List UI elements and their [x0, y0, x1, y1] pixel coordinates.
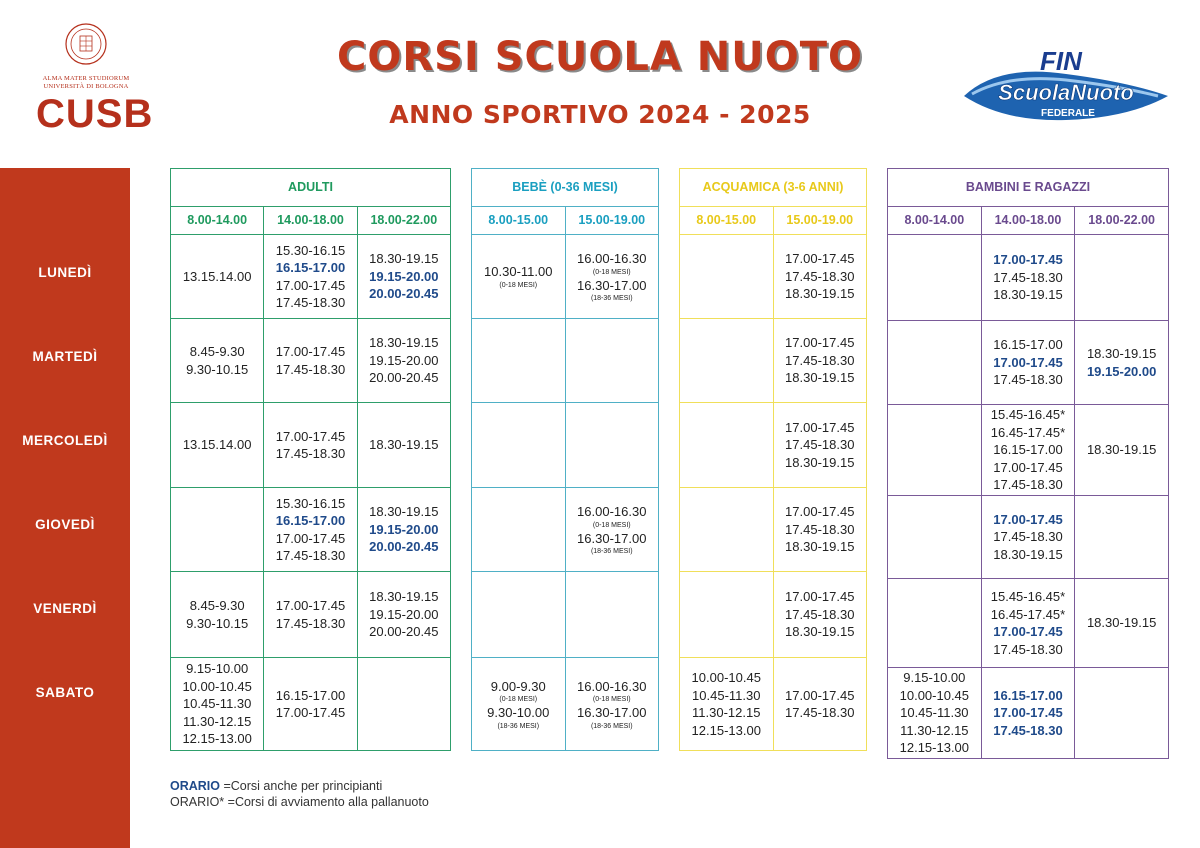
time-slot: 17.45-18.30 — [275, 295, 346, 310]
time-slot: 16.30-17.00 — [577, 277, 647, 293]
table-row — [888, 321, 1169, 405]
table-title: BEBÈ (0-36 MESI) — [472, 169, 659, 207]
table-row — [888, 496, 1169, 579]
legend-line-1 — [170, 778, 429, 794]
time-slot: 18.30-19.15 — [785, 286, 855, 302]
schedule-cell — [773, 572, 867, 658]
time-slot: 9.15-10.00 — [186, 661, 249, 677]
time-slot: 17.45-18.30 — [785, 352, 855, 368]
table-row — [888, 235, 1169, 321]
time-slot: 18.30-19.15 — [1086, 442, 1157, 458]
time-slot-header: 14.00-18.00 — [264, 207, 357, 235]
time-slot: 13.15.14.00 — [182, 268, 252, 284]
schedule-cell — [357, 403, 450, 488]
schedule-cell — [357, 235, 450, 319]
time-slot: 18.30-19.15 — [785, 454, 855, 470]
seal-line-1: ALMA MATER STUDIORUM — [42, 75, 130, 82]
time-slot: 18.30-19.15 — [785, 624, 855, 640]
time-slot: 17.45-18.30 — [785, 268, 855, 284]
schedule-cell — [888, 668, 982, 759]
time-slot-header: 8.00-14.00 — [888, 207, 982, 235]
time-slot-header: 14.00-18.00 — [981, 207, 1075, 235]
age-range-note: (0-18 MESI) — [592, 268, 631, 276]
time-slot: 11.30-12.15 — [692, 705, 761, 720]
time-slot: 9.00-9.30 — [490, 678, 546, 694]
day-label: MARTEDÌ — [32, 349, 98, 364]
time-slot: 12.15-13.00 — [691, 722, 761, 738]
time-slot: 17.00-17.45 — [785, 251, 855, 267]
scuola-nuoto-text: ScuolaNuoto — [998, 80, 1134, 105]
schedule-cell — [888, 235, 982, 321]
page-title: CORSI SCUOLA NUOTO — [336, 34, 864, 80]
table-row — [472, 403, 659, 488]
time-slot: 19.15-20.00 — [369, 268, 439, 284]
time-slot: 17.00-17.45 — [785, 419, 855, 435]
table-row — [171, 319, 451, 403]
schedule-cell — [472, 488, 566, 572]
schedule-cell — [565, 403, 659, 488]
table-title: ADULTI — [171, 169, 451, 207]
time-slot: 16.30-17.00 — [577, 530, 647, 546]
table-row — [888, 668, 1169, 759]
schedule-cell — [472, 319, 566, 403]
schedule-cell — [981, 321, 1075, 405]
time-slot: 20.00-20.45 — [369, 286, 439, 302]
time-slot: 15.45-16.45* — [990, 589, 1066, 604]
table-row — [888, 579, 1169, 668]
day-label: VENERDÌ — [33, 601, 97, 616]
time-slot: 18.30-19.15 — [1086, 346, 1157, 361]
schedule-cell — [773, 235, 867, 319]
schedule-cell — [264, 488, 357, 572]
schedule-cell — [1075, 496, 1169, 579]
time-slot: 13.15.14.00 — [182, 437, 252, 453]
schedule-cell — [680, 403, 774, 488]
table-title: BAMBINI E RAGAZZI — [888, 169, 1169, 207]
time-slot: 19.15-20.00 — [369, 352, 439, 368]
time-slot: 18.30-19.15 — [993, 546, 1063, 562]
time-slot: 18.30-19.15 — [1086, 615, 1157, 631]
table-row — [472, 658, 659, 751]
legend-line-2: ORARIO* =Corsi di avviamento alla pallanuoto — [170, 795, 429, 809]
time-slot: 17.45-18.30 — [785, 521, 855, 537]
time-slot: 16.00-16.30 — [577, 504, 647, 519]
schedule-cell — [773, 658, 867, 751]
time-slot: 17.45-18.30 — [993, 269, 1063, 285]
time-slot: 17.00-17.45 — [785, 589, 855, 605]
time-slot: 16.15-17.00 — [275, 687, 346, 703]
time-slot: 17.00-17.45 — [993, 252, 1063, 268]
time-slot: 17.00-17.45 — [275, 428, 346, 444]
time-slot: 20.00-20.45 — [369, 539, 439, 555]
time-slot: 17.45-18.30 — [275, 361, 346, 377]
schedule-cell — [981, 496, 1075, 579]
table-row — [472, 319, 659, 403]
time-slot: 17.00-17.45 — [993, 705, 1063, 721]
time-slot: 12.15-13.00 — [182, 731, 252, 747]
day-label: MERCOLEDÌ — [22, 433, 108, 448]
table-row — [171, 403, 451, 488]
table-row — [680, 319, 867, 403]
time-slot: 20.00-20.45 — [369, 624, 439, 640]
schedule-cell — [565, 235, 659, 319]
time-slot: 18.30-19.15 — [369, 589, 439, 605]
table-row — [171, 658, 451, 751]
schedule-cell — [472, 235, 566, 319]
schedule-cell — [773, 488, 867, 572]
time-slot: 11.30-12.15 — [182, 713, 252, 729]
time-slot: 20.00-20.45 — [369, 370, 439, 386]
time-slot-header: 15.00-19.00 — [773, 207, 867, 235]
table-title: ACQUAMICA (3-6 ANNI) — [680, 169, 867, 207]
schedule-cell — [472, 658, 566, 751]
time-slot: 10.00-10.45 — [182, 678, 252, 694]
table-row — [680, 572, 867, 658]
time-slot: 10.00-10.45 — [899, 687, 970, 703]
time-slot: 18.30-19.15 — [785, 370, 855, 386]
page-subtitle: ANNO SPORTIVO 2024 - 2025 — [389, 100, 811, 129]
university-seal-icon — [64, 22, 108, 66]
time-slot: 18.30-19.15 — [369, 251, 439, 267]
time-slot: 10.45-11.30 — [900, 705, 969, 721]
legend-text-1: =Corsi anche per principianti — [220, 779, 383, 793]
time-slot-header: 15.00-19.00 — [565, 207, 659, 235]
schedule-cell — [1075, 235, 1169, 321]
time-slot: 18.30-19.15 — [369, 335, 439, 351]
table-row — [171, 488, 451, 572]
age-range-note: (0-18 MESI) — [592, 521, 631, 529]
schedule-cell — [773, 403, 867, 488]
time-slot: 18.30-19.15 — [369, 437, 439, 453]
schedule-cell — [680, 572, 774, 658]
time-slot: 8.45-9.30 — [189, 344, 245, 359]
schedule-cell — [357, 488, 450, 572]
time-slot: 10.00-10.45 — [691, 670, 761, 685]
acquamica-schedule-table — [679, 168, 867, 751]
time-slot: 16.15-17.00 — [993, 337, 1063, 353]
cusb-name: CUSB — [36, 92, 154, 136]
schedule-cell — [888, 321, 982, 405]
schedule-cell — [888, 496, 982, 579]
time-slot: 17.00-17.45 — [993, 354, 1063, 370]
table-row — [171, 235, 451, 319]
schedule-cell — [472, 403, 566, 488]
time-slot: 15.30-16.15 — [275, 242, 346, 258]
day-label: LUNEDÌ — [38, 265, 92, 280]
time-slot: 16.15-17.00 — [993, 442, 1063, 458]
schedule-cell — [1075, 321, 1169, 405]
age-range-note: (0-18 MESI) — [499, 281, 538, 289]
time-slot: 17.00-17.45 — [275, 277, 346, 293]
age-range-note: (0-18 MESI) — [499, 696, 538, 703]
time-slot: 10.45-11.30 — [182, 696, 252, 712]
time-slot: 17.00-17.45 — [275, 705, 346, 720]
bebe-schedule-table — [471, 168, 659, 751]
time-slot: 9.30-10.15 — [186, 361, 249, 377]
table-row — [472, 235, 659, 319]
schedule-cell — [357, 572, 450, 658]
schedule-cell — [264, 403, 357, 488]
schedule-cell — [264, 235, 357, 319]
time-slot: 15.30-16.15 — [275, 495, 346, 511]
age-range-note: (18-36 MESI) — [590, 548, 633, 555]
time-slot: 10.30-11.00 — [484, 264, 553, 280]
time-slot: 17.45-18.30 — [993, 372, 1063, 388]
schedule-cell — [264, 658, 357, 751]
day-label: GIOVEDÌ — [35, 517, 95, 532]
time-slot: 9.30-10.15 — [186, 615, 249, 631]
schedule-cell — [171, 235, 264, 319]
table-row — [171, 572, 451, 658]
schedule-cell — [472, 572, 566, 658]
schedule-cell — [1075, 668, 1169, 759]
time-slot: 19.15-20.00 — [369, 521, 439, 537]
time-slot: 17.00-17.45 — [785, 504, 855, 520]
legend — [170, 778, 429, 810]
schedule-cell — [357, 658, 450, 751]
schedule-cell — [680, 658, 774, 751]
time-slot: 17.45-18.30 — [785, 606, 855, 622]
seal-line-2: UNIVERSITÀ DI BOLOGNA — [43, 83, 129, 90]
time-slot: 17.00-17.45 — [275, 530, 346, 546]
time-slot-header: 8.00-14.00 — [171, 207, 264, 235]
time-slot: 16.30-17.00 — [577, 705, 647, 720]
schedule-cell — [565, 658, 659, 751]
table-row — [680, 235, 867, 319]
time-slot: 16.00-16.30 — [577, 678, 647, 694]
time-slot: 15.45-16.45* — [990, 407, 1066, 423]
schedule-cell — [773, 319, 867, 403]
table-row — [680, 488, 867, 572]
schedule-cell — [357, 319, 450, 403]
time-slot: 16.15-17.00 — [275, 513, 346, 528]
fin-text: FIN — [1040, 46, 1082, 76]
time-slot: 17.00-17.45 — [275, 344, 346, 359]
schedule-cell — [1075, 579, 1169, 668]
schedule-cell — [981, 235, 1075, 321]
time-slot: 17.00-17.45 — [785, 687, 855, 703]
time-slot: 10.45-11.30 — [692, 687, 761, 703]
time-slot: 16.15-17.00 — [275, 260, 346, 275]
time-slot: 19.15-20.00 — [369, 606, 439, 622]
time-slot: 17.45-18.30 — [275, 615, 346, 631]
time-slot: 17.45-18.30 — [275, 548, 346, 563]
time-slot: 11.30-12.15 — [900, 722, 969, 738]
schedule-cell — [680, 235, 774, 319]
fin-scuola-nuoto-logo — [958, 44, 1174, 130]
schedule-cell — [171, 319, 264, 403]
legend-key: ORARIO — [170, 779, 220, 793]
schedule-cell — [680, 488, 774, 572]
age-range-note: (18-36 MESI) — [590, 295, 633, 302]
time-slot-header: 18.00-22.00 — [1075, 207, 1169, 235]
time-slot: 18.30-19.15 — [785, 539, 855, 555]
time-slot: 17.45-18.30 — [993, 722, 1063, 738]
table-row — [680, 658, 867, 751]
adulti-schedule-table — [170, 168, 451, 751]
time-slot: 17.45-18.30 — [993, 477, 1063, 493]
time-slot: 9.15-10.00 — [903, 670, 966, 686]
time-slot: 16.15-17.00 — [993, 687, 1063, 703]
schedule-cell — [565, 319, 659, 403]
bambini-ragazzi-schedule-table — [887, 168, 1169, 759]
time-slot: 17.00-17.45 — [993, 459, 1063, 475]
schedule-cell — [981, 668, 1075, 759]
table-row — [472, 488, 659, 572]
schedule-cell — [680, 319, 774, 403]
time-slot: 16.00-16.30 — [577, 251, 647, 266]
time-slot: 19.15-20.00 — [1086, 363, 1157, 379]
time-slot: 18.30-19.15 — [993, 287, 1063, 303]
schedule-cell — [1075, 405, 1169, 496]
time-slot-header: 8.00-15.00 — [680, 207, 774, 235]
time-slot: 9.30-10.00 — [487, 705, 550, 720]
schedule-cell — [981, 405, 1075, 496]
schedule-cell — [888, 579, 982, 668]
time-slot: 16.45-17.45* — [990, 606, 1066, 622]
schedule-cell — [171, 572, 264, 658]
schedule-cell — [981, 579, 1075, 668]
schedule-cell — [264, 319, 357, 403]
time-slot: 17.45-18.30 — [275, 446, 346, 461]
age-range-note: (18-36 MESI) — [497, 722, 540, 730]
time-slot: 17.00-17.45 — [993, 511, 1063, 527]
time-slot: 8.45-9.30 — [189, 598, 245, 613]
age-range-note: (0-18 MESI) — [592, 696, 631, 703]
schedule-cell — [565, 572, 659, 658]
table-row — [472, 572, 659, 658]
schedule-cell — [888, 405, 982, 496]
schedule-cell — [264, 572, 357, 658]
time-slot: 17.00-17.45 — [785, 335, 855, 351]
day-label: SABATO — [35, 685, 95, 700]
table-row — [680, 403, 867, 488]
time-slot: 17.45-18.30 — [785, 437, 855, 453]
time-slot: 16.45-17.45* — [990, 424, 1066, 440]
table-row — [888, 405, 1169, 496]
cusb-logo — [36, 22, 154, 136]
schedule-cell — [171, 488, 264, 572]
time-slot: 17.45-18.30 — [993, 529, 1063, 545]
time-slot: 17.00-17.45 — [993, 624, 1063, 639]
time-slot: 12.15-13.00 — [899, 740, 970, 756]
time-slot: 17.45-18.30 — [785, 705, 855, 720]
time-slot: 17.45-18.30 — [993, 641, 1063, 657]
time-slot-header: 8.00-15.00 — [472, 207, 566, 235]
time-slot: 17.00-17.45 — [275, 598, 346, 613]
time-slot-header: 18.00-22.00 — [357, 207, 450, 235]
schedule-cell — [171, 658, 264, 751]
age-range-note: (18-36 MESI) — [590, 722, 633, 730]
schedule-cell — [171, 403, 264, 488]
time-slot: 18.30-19.15 — [369, 504, 439, 520]
federale-text: FEDERALE — [1041, 108, 1095, 119]
schedule-cell — [565, 488, 659, 572]
